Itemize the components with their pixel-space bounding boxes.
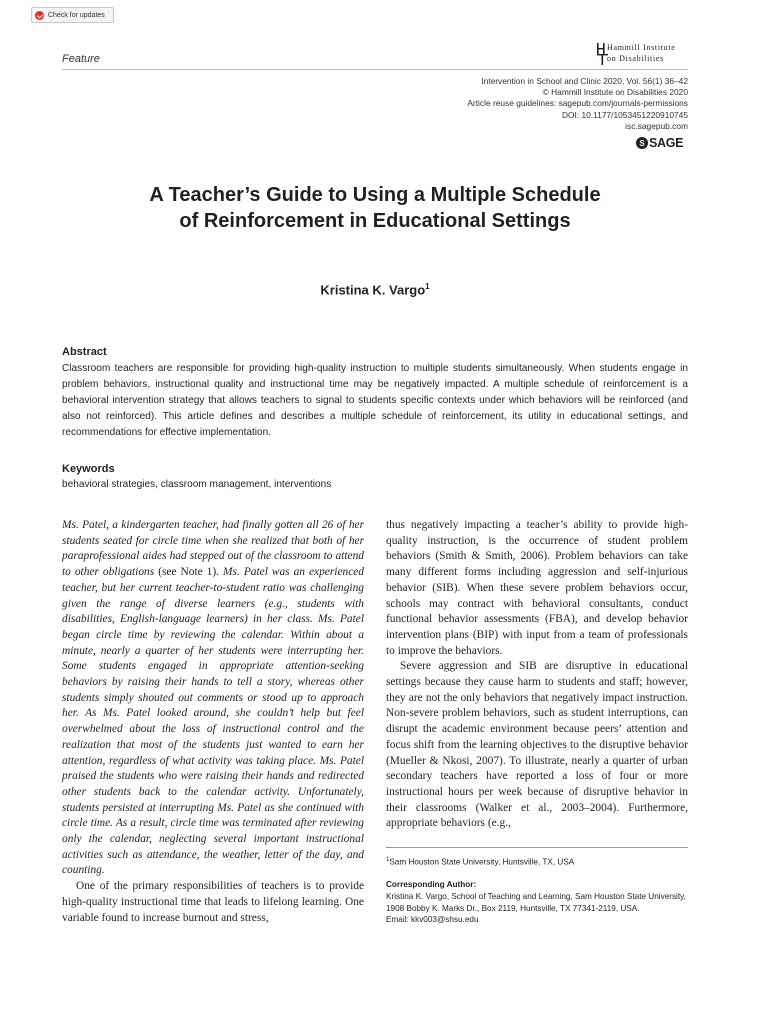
check-for-updates-label: Check for updates (48, 11, 105, 19)
body-paragraph-3: Severe aggression and SIB are disruptive in educational settings because they cause harm to students and staff; however, they are not the only behaviors that negatively impact instruction. Non-severe problem behaviors, such as student interruptions, can disrupt the academic environment because peers’ attention and focus shift from the learning objectives to the disruptive behavior (Mueller & Nkosi, 2007). To illustrate, nearly a quarter of urban secondary teachers have reported a loss of four or more instructional hours per week because of disruptive behavior in their classrooms (Walker et al., 2003–2004). Furthermore, appropriate behaviors (e.g., (386, 660, 688, 830)
section-label: Feature (62, 53, 100, 65)
hammill-institute-logo (596, 42, 688, 68)
header-divider (62, 69, 688, 70)
journal-metadata (467, 76, 688, 132)
affiliation-mark: 1 (386, 857, 390, 863)
abstract-heading: Abstract (62, 346, 107, 358)
check-for-updates-button[interactable] (31, 7, 114, 23)
footnotes (386, 855, 688, 926)
corresponding-author-text: Kristina K. Vargo, School of Teaching and Learning, Sam Houston State University, 1908 Bobby K. Marks Dr., Box 2119, Huntsville, TX 77341-2119, USA. (386, 891, 686, 913)
title-line-2: of Reinforcement in Educational Settings (179, 210, 571, 232)
body-paragraph-2: thus negatively impacting a teacher’s ability to provide high-quality instruction, is the occurrence of student problem behaviors (Smith & Smith, 2006). Problem behaviors can take many different forms including aggression and self-injurious behavior (SIB). When these severe problem behaviors occur, schools may contract with behavioral consultants, conduct functional behavior assessments (FBA), and develop behavior intervention plans (BIP) with input from a team of professionals to improve the behaviors. (386, 519, 688, 657)
body-column-right (386, 518, 688, 832)
vignette-paragraph (62, 518, 364, 879)
article-author (62, 282, 688, 297)
sage-s-icon: S (636, 137, 648, 149)
footnote-divider (386, 847, 688, 848)
vignette-text-a: Ms. Patel, a kindergarten teacher, had finally gotten all 26 of her students seated for circle time when she realized that both of her paraprofessional aides had stepped out of the classroom to attend to other obligations (62, 519, 364, 579)
title-line-1: A Teacher’s Guide to Using a Multiple Schedule (149, 184, 601, 206)
corresponding-author-heading: Corresponding Author: (386, 880, 477, 890)
article-title (62, 182, 688, 234)
copyright-line: © Hammill Institute on Disabilities 2020 (542, 87, 688, 98)
affiliation-text: Sam Houston State University, Huntsville, TX, USA (389, 857, 575, 867)
keywords-list: behavioral strategies, classroom management, interventions (62, 479, 332, 490)
author-name: Kristina K. Vargo (320, 282, 426, 298)
affiliation-note (386, 855, 688, 868)
vignette-note-ref: (see Note 1). (158, 566, 220, 579)
body-paragraph-1: One of the primary responsibilities of teachers is to provide high-quality instructional time that leads to lifelong learning. One variable found to increase burnout and stress, (62, 880, 364, 924)
abstract-text: Classroom teachers are responsible for providing high-quality instruction to multiple students simultaneously. When students engage in problem behaviors, instructional quality and instructional time may be negatively impacted. A multiple schedule of reinforcement is a behavioral intervention strategy that allows teachers to signal to students specific contexts under which behaviors will be reinforced (and also not reinforced). This article defines and describes a multiple schedule of reinforcement, its utility in educational settings, and recommendations for effective implementation. (62, 363, 688, 438)
update-check-icon (35, 11, 44, 20)
sage-wordmark: SAGE (649, 136, 684, 150)
journal-citation: Intervention in School and Clinic 2020, Vol. 56(1) 36–42 (481, 76, 688, 86)
reuse-guidelines-link[interactable]: Article reuse guidelines: sagepub.com/journals-permissions (467, 98, 688, 109)
vignette-text-b: Ms. Patel was an experienced teacher, but her current teacher-to-student ratio was challenging given the range of diverse learners (e.g., students with disabilities, English-language learners) in her class. Ms. Patel began circle time by reviewing the calendar. Within about a minute, nearly a quarter of her students were interrupting her. Some students engaged in appropriate attention-seeking behaviors by raising their hands to tell a story, whereas other students simply shouted out comments or stood up to approach her. As Ms. Patel looked around, she couldn’t help but feel overwhelmed about the loss of instructional control and the realization that most of the students just wanted to earn her attention, regardless of what activity was taking place. Ms. Patel praised the students who were raising their hands and redirected other students back to the calendar activity. Unfortunately, students persisted at interrupting Ms. Patel as she continued with circle time. As a result, circle time was terminated after reviewing only the calendar, neglecting several important instructional activities such as attendance, the weather, letter of the day, and counting. (62, 566, 364, 877)
doi-link[interactable]: DOI: 10.1177/1053451220910745 (561, 109, 688, 120)
logo-line-2: on Disabilities (607, 54, 664, 63)
journal-url-link[interactable]: isc.sagepub.com (625, 120, 688, 131)
sage-logo (636, 136, 683, 150)
keywords-heading: Keywords (62, 463, 115, 475)
body-column-left (62, 518, 364, 926)
author-affiliation-mark: 1 (425, 282, 430, 291)
author-email-link[interactable]: Email: kkv003@shsu.edu (386, 915, 479, 925)
logo-line-1: Hammill Institute (607, 43, 676, 52)
